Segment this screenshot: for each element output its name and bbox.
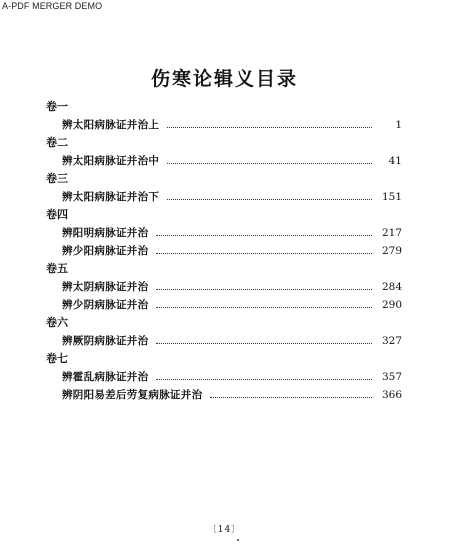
volume-label: 卷一 [46,100,68,113]
toc-entry [62,386,402,404]
toc-entry-page: 41 [388,155,402,167]
toc-entry [62,332,402,350]
toc-entry [62,188,402,206]
toc-volume [46,98,402,134]
watermark-text: A-PDF MERGER DEMO [2,1,103,11]
volume-label: 卷四 [46,208,68,221]
table-of-contents [46,98,402,404]
print-speck [237,539,239,541]
toc-entry-title: 辨少阴病脉证并治 [62,299,149,311]
toc-entry-page: 279 [381,245,402,257]
toc-volume [46,350,402,404]
toc-entry [62,242,402,260]
toc-entry-page: 366 [381,389,402,401]
toc-entry-title: 辨阴阳易差后劳复病脉证并治 [62,389,203,401]
toc-entry-title: 辨太阴病脉证并治 [62,281,149,293]
dot-leader [156,252,372,254]
toc-entry-page: 357 [381,371,402,383]
toc-entry-title: 辨太阳病脉证并治中 [62,155,160,167]
dot-leader [167,198,372,200]
toc-entry-page: 327 [381,335,402,347]
page-number: 〔14〕 [207,525,242,535]
toc-entry-title: 辨霍乱病脉证并治 [62,371,149,383]
toc-volume [46,260,402,314]
dot-leader [156,306,372,308]
toc-entry-title: 辨阳明病脉证并治 [62,227,149,239]
toc-entry-page: 217 [381,227,402,239]
toc-entry [62,278,402,296]
toc-entry [62,152,402,170]
volume-label: 卷六 [46,316,68,329]
dot-leader [156,234,372,236]
toc-entry [62,116,402,134]
toc-volume [46,314,402,350]
dot-leader [210,396,372,398]
page-title: 伤寒论辑义目录 [150,68,298,90]
volume-label: 卷七 [46,352,68,365]
volume-label: 卷五 [46,262,68,275]
toc-entry-title: 辨少阳病脉证并治 [62,245,149,257]
toc-entry-page: 290 [381,299,402,311]
toc-entry [62,296,402,314]
toc-entry [62,224,402,242]
volume-label: 卷三 [46,172,68,185]
toc-entry-page: 284 [381,281,402,293]
toc-entry-title: 辨太阳病脉证并治下 [62,191,160,203]
toc-entry-page: 151 [381,191,402,203]
toc-entry-title: 辨太阳病脉证并治上 [62,119,160,131]
toc-entry-title: 辨厥阴病脉证并治 [62,335,149,347]
dot-leader [156,378,372,380]
dot-leader [167,162,372,164]
dot-leader [156,288,372,290]
dot-leader [167,126,372,128]
toc-volume [46,206,402,260]
toc-volume [46,134,402,170]
toc-volume [46,170,402,206]
toc-entry [62,368,402,386]
toc-entry-page: 1 [395,119,402,131]
dot-leader [156,342,372,344]
volume-label: 卷二 [46,136,68,149]
